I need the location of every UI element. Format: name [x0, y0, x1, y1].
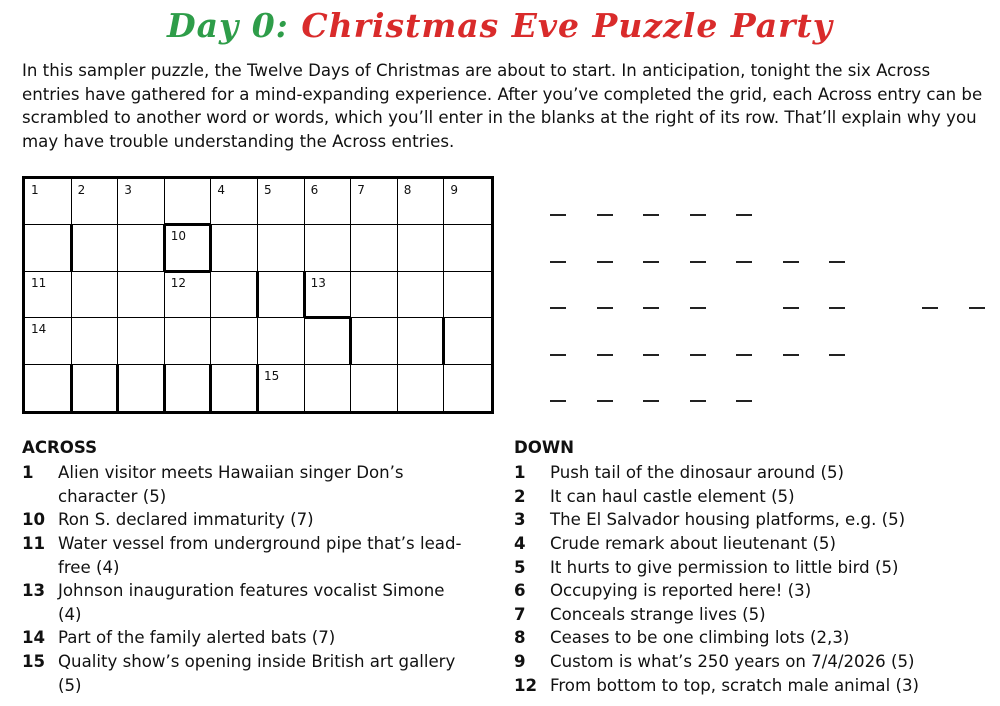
across-clue	[22, 508, 470, 532]
grid-bar	[209, 365, 212, 411]
across-clue-text: Johnson inauguration features vocalist Simone (4)	[58, 581, 445, 624]
grid-cell[interactable]	[118, 225, 165, 271]
grid-bar	[305, 316, 352, 319]
grid-cell[interactable]	[351, 179, 398, 225]
down-clue	[514, 626, 984, 650]
answer-blank[interactable]	[690, 214, 706, 216]
grid-cell[interactable]	[258, 318, 305, 364]
grid-bar	[349, 318, 352, 364]
down-clue-text: It hurts to give permission to little bird (5)	[550, 558, 899, 577]
clue-number: 1	[31, 183, 39, 197]
across-clue	[22, 532, 470, 579]
grid-cell[interactable]	[118, 318, 165, 364]
grid-cell[interactable]	[305, 272, 352, 318]
answer-blank[interactable]	[783, 261, 799, 263]
grid-cell[interactable]	[305, 318, 352, 364]
answer-blank[interactable]	[690, 261, 706, 263]
down-clue	[514, 485, 984, 509]
answer-blank[interactable]	[736, 214, 752, 216]
grid-cell[interactable]	[398, 365, 445, 411]
grid-cell[interactable]	[72, 318, 119, 364]
answer-blank[interactable]	[550, 307, 566, 309]
answer-blank[interactable]	[643, 400, 659, 402]
answer-blank[interactable]	[643, 214, 659, 216]
grid-cell[interactable]	[444, 318, 491, 364]
answer-blank[interactable]	[550, 261, 566, 263]
crossword-grid	[22, 176, 494, 414]
across-clue-number: 14	[22, 628, 46, 647]
grid-bar	[303, 272, 306, 318]
down-clue	[514, 556, 984, 580]
down-clue-number: 9	[514, 652, 526, 671]
answer-blank[interactable]	[922, 307, 938, 309]
grid-cell[interactable]	[351, 365, 398, 411]
across-clue-text: Ron S. declared immaturity (7)	[58, 510, 314, 529]
clue-number: 9	[450, 183, 459, 197]
down-clue-number: 12	[514, 676, 538, 695]
clue-number: 4	[217, 183, 226, 197]
down-clue	[514, 508, 984, 532]
answer-blank[interactable]	[690, 307, 706, 309]
answer-blank[interactable]	[550, 400, 566, 402]
down-clue-number: 2	[514, 487, 526, 506]
answer-blank[interactable]	[643, 261, 659, 263]
title-day: Day 0:	[167, 6, 289, 45]
clue-number: 3	[124, 183, 132, 197]
grid-cell[interactable]	[165, 318, 212, 364]
grid-bar	[70, 365, 73, 411]
grid-cell[interactable]	[25, 318, 72, 364]
grid-cell[interactable]	[165, 272, 212, 318]
grid-bar	[256, 272, 259, 318]
answer-blank[interactable]	[597, 261, 613, 263]
answer-blank[interactable]	[829, 354, 845, 356]
answer-blank[interactable]	[969, 307, 985, 309]
grid-bar	[165, 270, 212, 273]
grid-cell[interactable]	[351, 318, 398, 364]
grid-cell[interactable]	[398, 225, 445, 271]
answer-blank[interactable]	[690, 354, 706, 356]
across-clue-text: Alien visitor meets Hawaiian singer Don’s character (5)	[58, 463, 404, 506]
title-name: Christmas Eve Puzzle Party	[301, 6, 833, 45]
down-clue-text: Crude remark about lieutenant (5)	[550, 534, 836, 553]
answer-blank[interactable]	[597, 400, 613, 402]
grid-cell[interactable]	[305, 179, 352, 225]
down-heading: DOWN	[514, 438, 575, 457]
down-clue-text: The El Salvador housing platforms, e.g. (5)	[550, 510, 906, 529]
answer-blank[interactable]	[736, 400, 752, 402]
across-clue-number: 15	[22, 652, 46, 671]
grid-bar	[209, 225, 212, 271]
answer-blank[interactable]	[597, 214, 613, 216]
across-clue-text: Part of the family alerted bats (7)	[58, 628, 336, 647]
grid-bar	[116, 365, 119, 411]
grid-cell[interactable]	[72, 272, 119, 318]
clue-number: 5	[264, 183, 272, 197]
grid-cell[interactable]	[351, 272, 398, 318]
grid-cell[interactable]	[118, 272, 165, 318]
grid-bar	[163, 225, 166, 271]
across-clue-number: 13	[22, 581, 46, 600]
puzzle-title	[0, 6, 1000, 45]
clue-number: 15	[264, 368, 280, 383]
answer-blank[interactable]	[829, 261, 845, 263]
down-clue	[514, 674, 984, 698]
across-heading: ACROSS	[22, 438, 98, 457]
across-clue-number: 10	[22, 510, 46, 529]
across-clue-number: 11	[22, 534, 46, 553]
grid-cell[interactable]	[72, 179, 119, 225]
grid-bar	[163, 365, 166, 411]
answer-blank[interactable]	[550, 354, 566, 356]
across-clue-text: Water vessel from underground pipe that’s lead-free (4)	[58, 534, 462, 577]
grid-cell[interactable]	[25, 272, 72, 318]
grid-cell[interactable]	[211, 272, 258, 318]
grid-cell[interactable]	[165, 365, 212, 411]
down-clue-text: From bottom to top, scratch male animal (3)	[550, 676, 919, 695]
grid-bar	[256, 365, 259, 411]
grid-cell[interactable]	[258, 272, 305, 318]
grid-cell[interactable]	[305, 225, 352, 271]
grid-cell[interactable]	[444, 225, 491, 271]
grid-cell[interactable]	[398, 179, 445, 225]
down-clue-text: It can haul castle element (5)	[550, 487, 795, 506]
grid-cell[interactable]	[118, 365, 165, 411]
grid-cell[interactable]	[305, 365, 352, 411]
grid-bar	[165, 223, 212, 226]
down-clue-number: 3	[514, 510, 526, 529]
grid-cell[interactable]	[118, 179, 165, 225]
down-clue	[514, 603, 984, 627]
answer-blank[interactable]	[783, 354, 799, 356]
answer-blank[interactable]	[597, 354, 613, 356]
down-clue	[514, 461, 984, 485]
down-clue	[514, 579, 984, 603]
down-clue-text: Push tail of the dinosaur around (5)	[550, 463, 844, 482]
clue-number: 6	[310, 183, 319, 197]
answer-blank[interactable]	[550, 214, 566, 216]
grid-cell[interactable]	[444, 365, 491, 411]
answer-blank[interactable]	[643, 354, 659, 356]
across-clue-number: 1	[22, 463, 34, 482]
down-clue-text: Ceases to be one climbing lots (2,3)	[550, 628, 850, 647]
down-clue-number: 1	[514, 463, 526, 482]
down-clue	[514, 650, 984, 674]
down-clue-text: Custom is what’s 250 years on 7/4/2026 (5)	[550, 652, 915, 671]
grid-cell[interactable]	[211, 318, 258, 364]
grid-bar	[70, 225, 73, 271]
grid-cell[interactable]	[258, 365, 305, 411]
grid-cell[interactable]	[25, 365, 72, 411]
grid-cell[interactable]	[25, 225, 72, 271]
down-clue-number: 6	[514, 581, 526, 600]
answer-blank[interactable]	[736, 354, 752, 356]
clue-number: 10	[170, 229, 187, 244]
clue-number: 8	[403, 183, 412, 197]
down-clue-number: 8	[514, 628, 526, 647]
grid-cell[interactable]	[444, 272, 491, 318]
clue-number: 14	[31, 322, 47, 337]
grid-cell[interactable]	[444, 179, 491, 225]
clue-number: 11	[31, 275, 47, 290]
grid-cell[interactable]	[211, 225, 258, 271]
grid-cell[interactable]	[165, 225, 212, 271]
grid-cell[interactable]	[398, 272, 445, 318]
grid-cell[interactable]	[258, 179, 305, 225]
across-clue	[22, 579, 470, 626]
down-clue-text: Conceals strange lives (5)	[550, 605, 766, 624]
grid-cell[interactable]	[351, 225, 398, 271]
down-clue	[514, 532, 984, 556]
grid-cell[interactable]	[258, 225, 305, 271]
clue-number: 7	[357, 183, 365, 197]
answer-blank[interactable]	[690, 400, 706, 402]
grid-cell[interactable]	[211, 365, 258, 411]
grid-cell[interactable]	[72, 365, 119, 411]
across-clue	[22, 650, 470, 697]
answer-blank[interactable]	[829, 307, 845, 309]
across-clue-text: Quality show’s opening inside British art gallery (5)	[58, 652, 456, 695]
clue-number: 2	[77, 183, 86, 197]
answer-blank[interactable]	[643, 307, 659, 309]
grid-cell[interactable]	[25, 179, 72, 225]
grid-bar	[442, 318, 445, 364]
grid-cell[interactable]	[398, 318, 445, 364]
across-clue	[22, 626, 470, 650]
answer-blank[interactable]	[597, 307, 613, 309]
down-clue-number: 7	[514, 605, 526, 624]
answer-blank[interactable]	[736, 261, 752, 263]
answer-blank[interactable]	[783, 307, 799, 309]
clue-number: 12	[170, 275, 187, 290]
grid-cell[interactable]	[165, 179, 212, 225]
grid-cell[interactable]	[211, 179, 258, 225]
across-clue	[22, 461, 470, 508]
down-clue-text: Occupying is reported here! (3)	[550, 581, 812, 600]
clue-number: 13	[310, 275, 326, 290]
grid-cell[interactable]	[72, 225, 119, 271]
down-clue-number: 5	[514, 558, 526, 577]
intro-paragraph: In this sampler puzzle, the Twelve Days of Christmas are about to start. In anticipation, tonight the six Across entries have gathered for a mind-expanding experience. After you’ve completed the grid, each Across entry can be scrambled to another word or words, which you’ll enter in the blanks at the right of its row. That’ll explain why you may have trouble understanding the Across entries.	[22, 61, 983, 151]
down-clue-number: 4	[514, 534, 526, 553]
